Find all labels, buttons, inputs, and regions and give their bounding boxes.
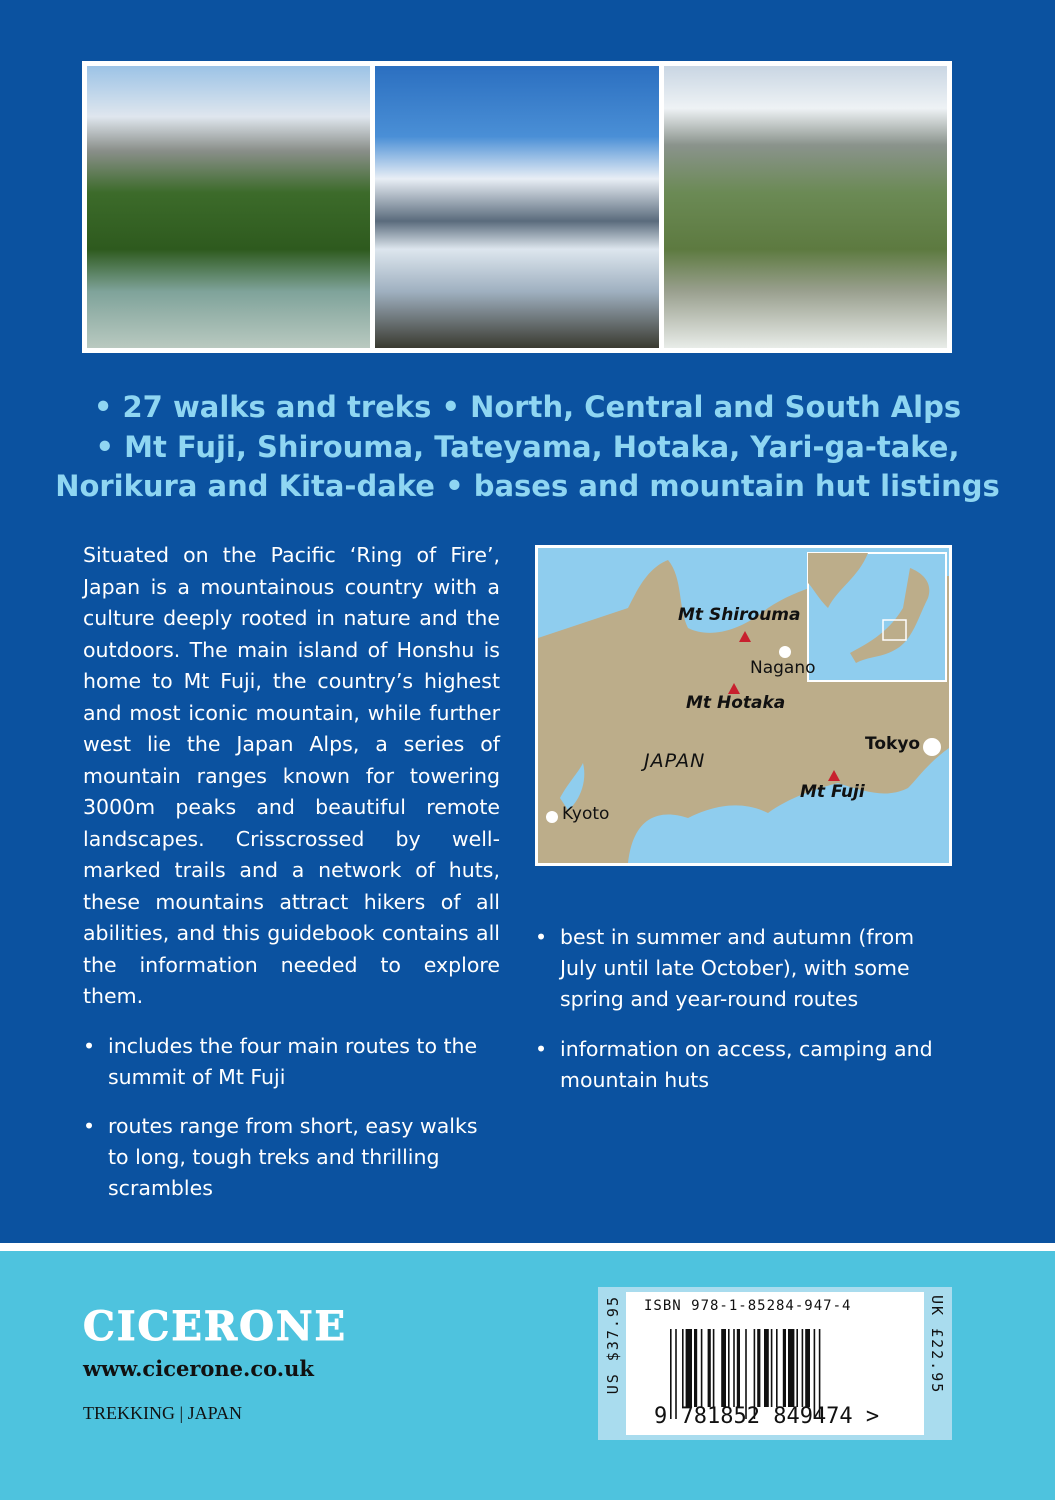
city-marker-tokyo — [923, 738, 941, 756]
barcode-bar — [694, 1329, 697, 1407]
city-marker-nagano — [779, 646, 791, 658]
barcode-bar — [686, 1329, 692, 1407]
bullet-item: • routes range from short, easy walks to long, tough treks and thrilling scrambles — [83, 1111, 503, 1204]
barcode-digits: 9 781852 849474 > — [654, 1404, 880, 1429]
barcode-bar — [783, 1329, 786, 1407]
barcode-bar — [728, 1329, 730, 1407]
barcode-bar — [764, 1329, 769, 1407]
barcode-bar — [682, 1329, 684, 1407]
bullet-item: • includes the four main routes to the summit of Mt Fuji — [83, 1031, 503, 1093]
photo-river-valley — [87, 66, 370, 348]
barcode-bar — [708, 1329, 711, 1407]
barcode-panel — [626, 1292, 924, 1435]
barcode-bar — [796, 1329, 798, 1407]
barcode-bar — [737, 1329, 740, 1407]
photo-mountain-hut — [664, 66, 947, 348]
barcode-bar — [776, 1329, 778, 1407]
barcode-bar — [721, 1329, 726, 1407]
map-label-fuji: Mt Fuji — [800, 782, 865, 802]
isbn: ISBN 978-1-85284-947-4 — [644, 1298, 852, 1314]
map-label-tokyo: Tokyo — [865, 734, 921, 754]
barcode-bar — [805, 1329, 810, 1407]
price-us: US $37.95 — [604, 1295, 622, 1395]
price-uk: UK £22.95 — [928, 1295, 946, 1395]
barcode-bar — [701, 1329, 703, 1407]
category: TREKKING | JAPAN — [83, 1403, 242, 1423]
map-label-hotaka: Mt Hotaka — [686, 693, 786, 713]
barcode-bar — [757, 1329, 760, 1407]
highlight-line: • Mt Fuji, Shirouma, Tateyama, Hotaka, Yari-ga-take, — [95, 429, 960, 464]
barcode-block — [598, 1287, 952, 1440]
location-map — [535, 545, 952, 866]
highlight-line: Norikura and Kita-dake • bases and mountain hut listings — [55, 469, 1000, 503]
photo-mt-fuji — [375, 66, 658, 348]
description: Situated on the Pacific ‘Ring of Fire’, Japan is a mountainous country with a culture deeply rooted in nature and the outdoors. The main island of Honshu is home to Mt Fuji, the country’s highest and most iconic mountain, while further west lie the Japan Alps, a series of mountain ranges known for towering 3000m peaks and beautiful remote landscapes. Crisscrossed by well-marked trails and a network of huts, these mountains attract hikers of all abilities, and this guidebook contains all the information needed to explore them. — [83, 543, 500, 1008]
barcode-bar — [733, 1329, 735, 1407]
publisher-logo: CICERONE — [83, 1303, 348, 1350]
cover-photos — [82, 61, 952, 353]
divider — [0, 1243, 1055, 1251]
city-marker-kyoto — [546, 811, 558, 823]
barcode-bar — [771, 1329, 773, 1407]
map-label-shirouma: Mt Shirouma — [678, 605, 801, 625]
publisher-url: www.cicerone.co.uk — [83, 1356, 314, 1381]
bullet-item: • best in summer and autumn (from July until late October), with some spring and year-round routes — [535, 922, 935, 1015]
barcode-bar — [802, 1329, 804, 1407]
barcode-bar — [713, 1329, 715, 1407]
highlights — [0, 388, 1055, 507]
bullet-item: • information on access, camping and mountain huts — [535, 1034, 955, 1096]
map-label-nagano: Nagano — [750, 658, 816, 678]
map-label-kyoto: Kyoto — [562, 804, 610, 824]
barcode-bar — [788, 1329, 794, 1407]
highlight-line: • 27 walks and treks • North, Central and South Alps — [93, 390, 962, 424]
map-label-country: JAPAN — [644, 750, 706, 772]
